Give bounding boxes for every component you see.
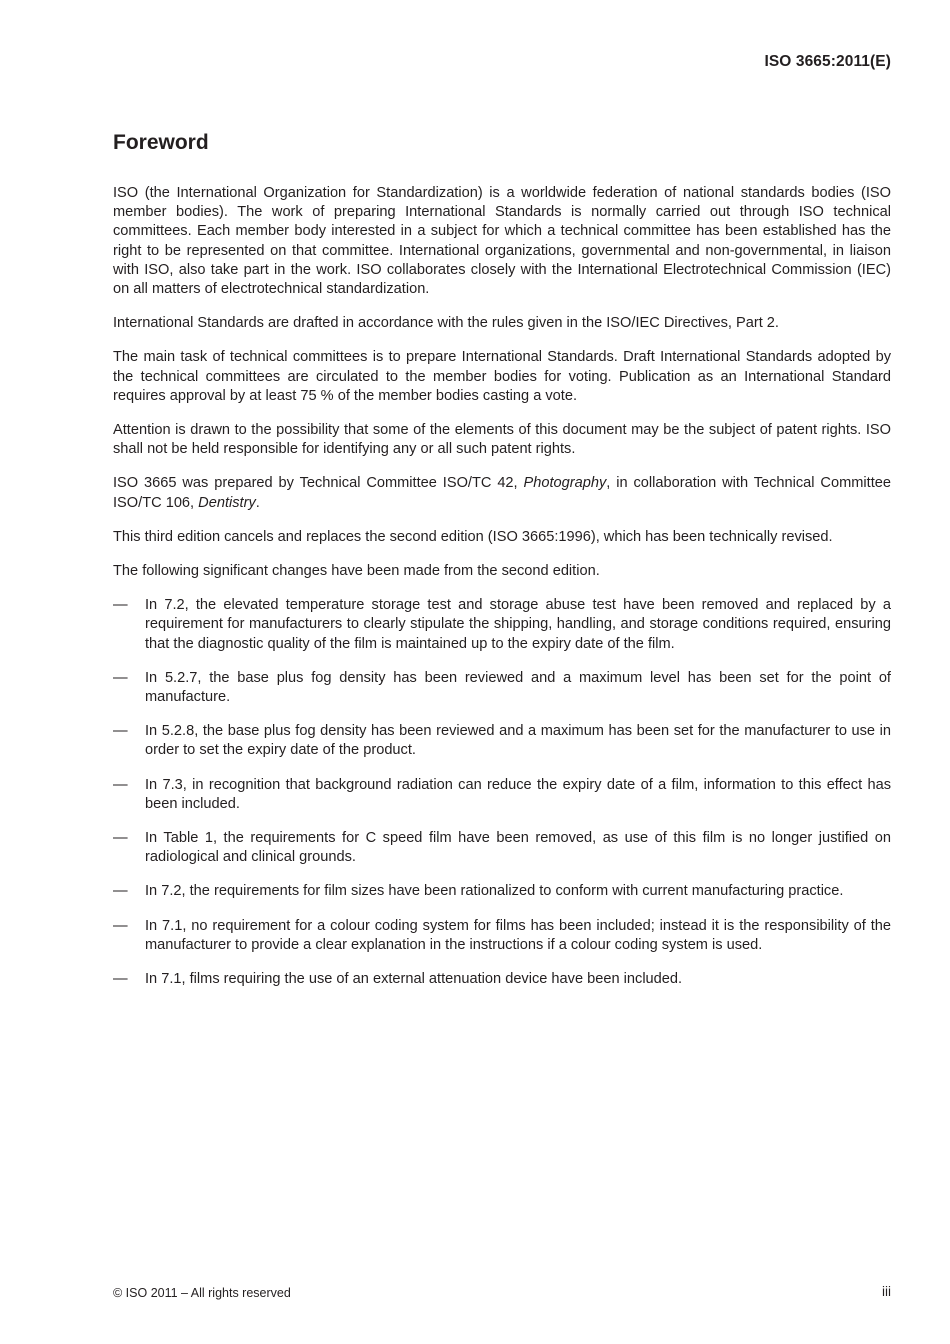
list-item-text: In 7.2, the requirements for film sizes have been rationalized to conform with current manufacturing practice. [145,883,844,900]
dash-bullet: — [113,830,128,847]
paragraph-iso-intro: ISO (the International Organization for Standardization) is a worldwide federation of national standards bodies (ISO member bodies). The work of preparing International Standards is normally carried out through ISO technical committees. Each member body interested in a subject for which a technical committee has been established has the right to be represented on that committee. International organizations, governmental and non-governmental, in liaison with ISO, also take part in the work. ISO collaborates closely with the International Electrotechnical Commission (IEC) on all matters of electrotechnical standardization. [113,185,891,298]
prepared-by-text-1: ISO 3665 was prepared by Technical Committee ISO/TC 42, [113,475,524,492]
dash-bullet: — [113,597,128,614]
list-item-text: In 5.2.7, the base plus fog density has been reviewed and a maximum level has been set for the point of manufacture. [145,669,891,706]
list-item-text: In 7.1, films requiring the use of an external attenuation device have been included. [145,971,683,988]
list-item [113,917,891,955]
list-item [113,882,891,901]
list-item [113,829,891,867]
dash-bullet: — [113,776,128,793]
page-number: iii [882,1284,891,1299]
page-title: Foreword [113,131,209,154]
paragraph-prepared-by [113,474,891,512]
changes-list [113,596,891,989]
paragraph-changes-intro: The following significant changes have been made from the second edition. [113,563,600,580]
committee-name-photography: Photography [523,475,607,492]
list-item-text: In 7.1, no requirement for a colour coding system for films has been included; instead it is the responsibility of the manufacturer to provide a clear explanation in the instructions if a colour coding system is used. [145,917,891,953]
dash-bullet: — [113,917,128,934]
list-item-text: In 7.2, the elevated temperature storage test and storage abuse test have been removed and replaced by a requirement for manufacturers to clearly stipulate the shipping, handling, and storage conditions required, ensuring that the diagnostic quality of the film is maintained up to the expiry date of the film. [145,597,891,652]
list-item [113,722,891,760]
list-item [113,970,891,989]
dash-bullet: — [113,669,128,686]
document-id: ISO 3665:2011(E) [764,53,891,70]
list-item-text: In 7.3, in recognition that background radiation can reduce the expiry date of a film, information to this effect has been included. [145,776,891,812]
paragraph-directives: International Standards are drafted in accordance with the rules given in the ISO/IEC Directives, Part 2. [113,315,779,332]
paragraph-committee-task: The main task of technical committees is to prepare International Standards. Draft International Standards adopted by the technical committees are circulated to the member bodies for voting. Publication as an International Standard requires approval by at least 75 % of the member bodies casting a vote. [113,349,891,404]
dash-bullet: — [113,883,128,900]
paragraph-edition: This third edition cancels and replaces the second edition (ISO 3665:1996), which has been technically revised. [113,528,833,545]
paragraph-patent-rights: Attention is drawn to the possibility that some of the elements of this document may be the subject of patent rights. ISO shall not be held responsible for identifying any or all such patent rights. [113,422,891,458]
list-item [113,596,891,654]
list-item-text: In 5.2.8, the base plus fog density has been reviewed and a maximum has been set for the manufacturer to use in order to set the expiry date of the product. [145,723,891,759]
committee-name-dentistry: Dentistry [198,494,256,511]
list-item [113,776,891,814]
dash-bullet: — [113,723,128,740]
prepared-by-text-2: , in collaboration with Technical Committee ISO/TC 106, [113,475,891,511]
copyright-notice: © ISO 2011 – All rights reserved [113,1286,291,1300]
prepared-by-text-3: . [255,494,260,511]
dash-bullet: — [113,971,128,988]
list-item-text: In Table 1, the requirements for C speed film have been removed, as use of this film is no longer justified on radiological and clinical grounds. [145,830,891,866]
list-item [113,669,891,707]
foreword-section [113,128,891,1004]
